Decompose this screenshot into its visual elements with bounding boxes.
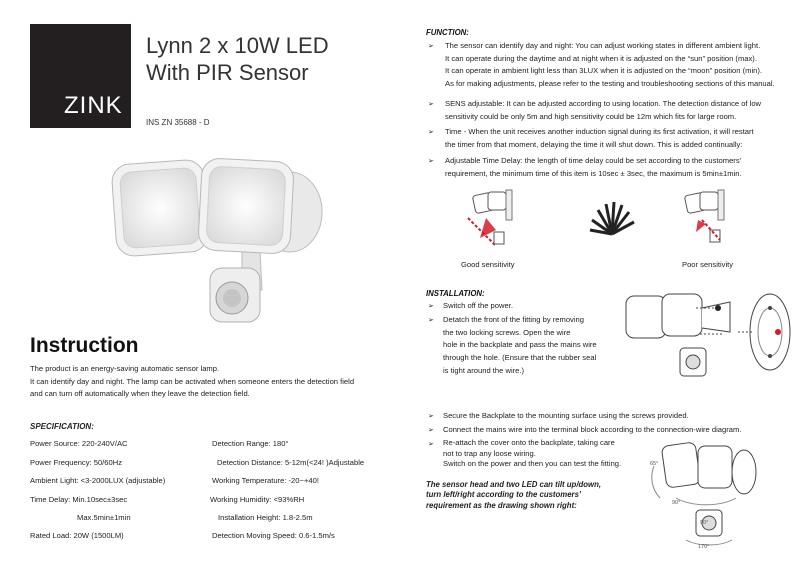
poor-sensitivity-label: Poor sensitivity <box>682 260 734 269</box>
text-line: SENS adjustable: It can be adjusted according to using location. The detection distance of low <box>445 99 762 108</box>
model-number: INS ZN 35688 - D <box>146 118 210 127</box>
text-line: It can operate during the daytime and at night when it is adjusted on the “sun” position (max). <box>445 53 757 63</box>
function-sens <box>445 98 761 123</box>
arrow-bullet-icon: ➢ <box>428 158 434 165</box>
spec-working-temperature: Working Temperature: -20~+40! <box>212 476 319 485</box>
tilt-note <box>426 480 601 511</box>
install-step-detach <box>443 314 597 378</box>
text-line: The sensor head and two LED can tilt up/down, <box>426 480 602 489</box>
led-panel-left <box>119 167 200 248</box>
arrow-bullet-icon: ➢ <box>428 303 434 310</box>
text-line: the timer from that moment, delaying the time it will shut down. This is added continually: <box>445 139 743 149</box>
spec-working-humidity: Working Humidity: <93%RH <box>210 495 305 504</box>
product-title-line1: Lynn 2 x 10W LED <box>146 33 329 58</box>
specification-heading: SPECIFICATION: <box>30 422 94 431</box>
function-time <box>445 126 754 151</box>
install-step-wiring: Connect the mains wire into the terminal block according to the connection-wire diagram. <box>443 425 742 434</box>
arrow-bullet-icon: ➢ <box>428 43 434 50</box>
angle-label: 90° <box>700 520 709 526</box>
sensor-pattern-icon <box>588 200 636 236</box>
good-sensitivity-diagram <box>466 188 526 250</box>
spec-ambient-light: Ambient Light: <3-2000LUX (adjustable) <box>30 476 166 485</box>
text-line: requirement as the drawing shown right: <box>426 500 577 510</box>
led-panel-right <box>206 166 286 246</box>
spec-time-delay-max: Max.5min±1min <box>77 513 131 522</box>
spec-rated-load: Rated Load: 20W (1500LM) <box>30 531 124 540</box>
arrow-bullet-icon: ➢ <box>428 413 434 420</box>
spec-power-source: Power Source: 220-240V/AC <box>30 439 128 448</box>
spec-time-delay: Time Delay: Min.10sec±3sec <box>30 495 128 504</box>
text-line: through the hole. (Ensure that the rubber seal <box>443 353 597 363</box>
intro-line: and can turn off automatically when they leave the detection field. <box>30 389 250 399</box>
product-title-line2: With PIR Sensor <box>146 60 309 85</box>
tilt-rotation-diagram <box>640 436 780 554</box>
text-line: Adjustable Time Delay: the length of time delay could be set according to the customers’ <box>445 156 742 165</box>
install-step-backplate: Secure the Backplate to the mounting surface using the screws provided. <box>443 411 689 420</box>
text-line: turn left/right according to the customers’ <box>426 490 582 500</box>
spec-power-frequency: Power Frequency: 50/60Hz <box>30 458 123 467</box>
text-line: Detatch the front of the fitting by removing <box>443 315 584 324</box>
arrow-bullet-icon: ➢ <box>428 427 434 434</box>
good-sensitivity-label: Good sensitivity <box>461 260 515 269</box>
text-line: Switch on the power and then you can test the fitting. <box>443 459 622 469</box>
install-step-power-off: Switch off the power. <box>443 301 513 310</box>
text-line: sensitivity could be only 5m and high sensitivity could be 12m which fits for large room. <box>445 111 737 121</box>
intro-line: The product is an energy-saving automatic sensor lamp. <box>30 364 220 373</box>
brand-logo-text: ZINK <box>64 92 123 119</box>
spec-detection-distance: Detection Distance: 5-12m(<24! )Adjustable <box>217 458 365 467</box>
function-heading: FUNCTION: <box>426 28 469 37</box>
function-time-delay <box>445 155 742 180</box>
spec-detection-range: Detection Range: 180° <box>212 439 289 448</box>
installation-heading: INSTALLATION: <box>426 289 485 298</box>
angle-label: 90° <box>672 500 681 506</box>
product-title <box>146 32 329 86</box>
function-day-night <box>445 40 775 91</box>
intro-line: It can identify day and night. The lamp can be activated when someone enters the detection field <box>30 376 355 386</box>
text-line: As for making adjustments, please refer to the testing and troubleshooting sections of this manual. <box>445 79 775 89</box>
text-line: the two locking screws. Open the wire <box>443 327 571 337</box>
poor-sensitivity-diagram <box>676 188 736 250</box>
angle-label: 65° <box>650 461 659 467</box>
text-line: not to trap any loose wiring. <box>443 448 536 458</box>
spec-detection-moving-speed: Detection Moving Speed: 0.6-1.5m/s <box>212 531 335 540</box>
arrow-bullet-icon: ➢ <box>428 317 434 324</box>
arrow-bullet-icon: ➢ <box>428 129 434 136</box>
install-step-reattach <box>443 438 621 470</box>
text-line: hole in the backplate and pass the mains wire <box>443 340 597 350</box>
instruction-text <box>30 363 390 401</box>
angle-label: 170° <box>698 544 710 550</box>
spec-installation-height: Installation Height: 1.8-2.5m <box>218 513 313 522</box>
text-line: The sensor can identify day and night: You can adjust working states in different ambient light. <box>445 41 761 50</box>
text-line: Time - When the unit receives another induction signal during its first activation, it will restart <box>445 127 754 136</box>
product-image <box>92 140 342 330</box>
text-line: is tight around the wire.) <box>443 365 525 375</box>
arrow-bullet-icon: ➢ <box>428 441 434 448</box>
instruction-heading: Instruction <box>30 334 139 357</box>
text-line: requirement, the minimum time of this item is 10sec ± 3sec, the maximum is 5min±1min. <box>445 168 742 178</box>
arrow-bullet-icon: ➢ <box>428 101 434 108</box>
text-line: It can operate in ambient light less than 3LUX when it is adjusted on the “moon” position (min). <box>445 66 762 76</box>
installation-diagram <box>618 288 798 388</box>
text-line: Re-attach the cover onto the backplate, taking care <box>443 438 615 447</box>
